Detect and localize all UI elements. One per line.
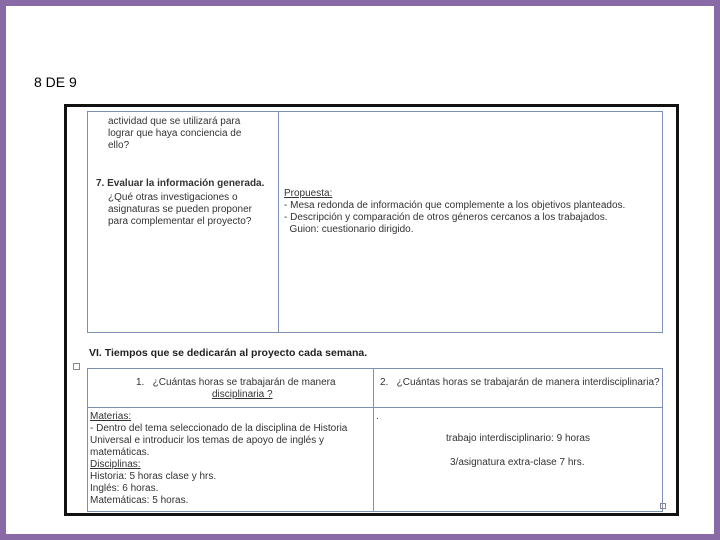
proposal-line-2: - Descripción y comparación de otros géneros cercanos a los trabajados. (284, 212, 608, 223)
proposal-line-3: Guion: cuestionario dirigido. (284, 224, 414, 235)
item6-line-3: ello? (108, 140, 130, 151)
section-title: VI. Tiempos que se dedicarán al proyecto cada semana. (89, 347, 368, 359)
english-hours: Inglés: 6 horas. (90, 483, 159, 494)
table-resize-handle-icon (660, 503, 666, 509)
materias-line-2: Universal e introducir los temas de apoyo de inglés y (90, 435, 325, 446)
col1-header-line-2: disciplinaria ? (212, 389, 273, 400)
hours-table (87, 368, 663, 512)
materias-label: Materias: (90, 411, 132, 422)
col1-header-line-1: 1. ¿Cuántas horas se trabajarán de manera (136, 377, 336, 388)
column-divider (278, 112, 279, 332)
col2-header: 2. ¿Cuántas horas se trabajarán de manera interdisciplinaria? (380, 377, 660, 388)
document-image (64, 104, 679, 516)
history-hours: Historia: 5 horas clase y hrs. (90, 471, 217, 482)
page-counter: 8 DE 9 (34, 74, 77, 90)
header-divider (88, 407, 662, 408)
evaluation-table (87, 111, 663, 333)
materias-line-3: matemáticas. (90, 447, 150, 458)
extra-class-hours: 3/asignatura extra-clase 7 hrs. (450, 457, 585, 468)
item7-heading: 7. Evaluar la información generada. (96, 178, 265, 189)
col2-dot: . (376, 411, 379, 422)
item7-line-3: para complementar el proyecto? (108, 216, 252, 227)
interdisciplinary-hours: trabajo interdisciplinario: 9 horas (446, 433, 590, 444)
column-divider (373, 369, 374, 511)
item7-line-2: asignaturas se pueden proponer (108, 204, 252, 215)
disciplinas-label: Disciplinas: (90, 459, 141, 470)
materias-line-1: - Dentro del tema seleccionado de la disciplina de Historia (90, 423, 348, 434)
math-hours: Matemáticas: 5 horas. (90, 495, 189, 506)
table-move-handle-icon (73, 363, 80, 370)
proposal-label: Propuesta: (284, 188, 333, 199)
proposal-line-1: - Mesa redonda de información que complemente a los objetivos planteados. (284, 200, 626, 211)
item6-line-1: actividad que se utilizará para (108, 116, 241, 127)
item7-line-1: ¿Qué otras investigaciones o (108, 192, 238, 203)
item6-line-2: lograr que haya conciencia de (108, 128, 242, 139)
